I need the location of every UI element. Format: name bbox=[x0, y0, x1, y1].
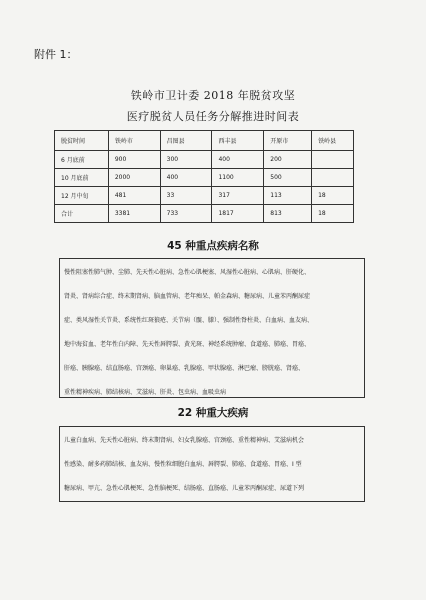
table-row bbox=[55, 169, 354, 187]
table-header-row bbox=[55, 131, 354, 151]
table-cell: 400 bbox=[212, 151, 264, 169]
table-cell: 300 bbox=[160, 151, 212, 169]
section2-title: 22 种重大疾病 bbox=[177, 407, 249, 419]
header-cell: 铁岭县 bbox=[312, 131, 354, 151]
table-cell: 500 bbox=[264, 169, 312, 187]
disease-list-line: 糖尿病、甲亢、急性心肌梗死、急性脑梗死、结肠癌、直肠癌、儿童苯丙酮尿症、尿道下列 bbox=[64, 485, 305, 492]
table-cell: 481 bbox=[108, 187, 160, 205]
table-row bbox=[55, 151, 354, 169]
table-cell: 33 bbox=[160, 187, 212, 205]
disease-list-line: 肾炎、肾病综合症、终末期肾病、脑血管病、老年痴呆、帕金森病、糖尿病、儿童苯丙酮尿症 bbox=[64, 293, 311, 300]
disease-list-line: 地中海贫血、老年性白内障、先天性唇腭裂、黄光斑、神经系统肿瘤、食道癌、肺癌、胃癌、 bbox=[64, 341, 311, 348]
header-cell: 铁岭市 bbox=[108, 131, 160, 151]
disease-list-line: 慢性阻塞性肺气肿、尘肺、先天性心脏病、急性心肌梗塞、风湿性心脏病、心肌病、肝硬化、 bbox=[64, 269, 311, 276]
schedule-table bbox=[54, 130, 354, 223]
table-cell: 317 bbox=[212, 187, 264, 205]
table-cell: 733 bbox=[160, 205, 212, 223]
header-cell: 昌图县 bbox=[160, 131, 212, 151]
table-cell: 1817 bbox=[212, 205, 264, 223]
table-cell: 2000 bbox=[108, 169, 160, 187]
table-cell: 200 bbox=[264, 151, 312, 169]
table-cell: 合计 bbox=[55, 205, 109, 223]
table-cell: 12 月中旬 bbox=[55, 187, 109, 205]
section1-title: 45 种重点疾病名称 bbox=[167, 240, 259, 252]
table-cell: 900 bbox=[108, 151, 160, 169]
header-cell: 脱贫时间 bbox=[55, 131, 109, 151]
table-cell: 18 bbox=[312, 187, 354, 205]
table-cell bbox=[312, 151, 354, 169]
disease-list-22-box bbox=[59, 426, 365, 502]
document-title-line1: 铁岭市卫计委 2018 年脱贫攻坚 bbox=[130, 89, 296, 102]
disease-list-line: 儿童白血病、先天性心脏病、终末期肾病、妇女乳腺癌、宫颈癌、重性精神病、艾滋病机会 bbox=[64, 437, 305, 444]
attachment-label: 附件 1： bbox=[34, 48, 78, 61]
table-cell: 3381 bbox=[108, 205, 160, 223]
table-cell: 813 bbox=[264, 205, 312, 223]
table-row bbox=[55, 205, 354, 223]
document-title-line2: 医疗脱贫人员任务分解推进时间表 bbox=[126, 110, 300, 123]
disease-list-line: 症、类风湿性关节炎、系统性红斑狼疮、关节病（髋、膝）、强制性脊柱炎、白血病、血友病、 bbox=[64, 317, 314, 324]
disease-list-line: 重性精神疾病、肺结核病、艾滋病、肝炎、包虫病、血吸虫病 bbox=[64, 389, 227, 396]
header-cell: 西丰县 bbox=[212, 131, 264, 151]
table-cell: 10 月底前 bbox=[55, 169, 109, 187]
disease-list-line: 性感染、耐多药肺结核、血友病、慢性粒细胞白血病、唇腭裂、肺癌、食道癌、胃癌、I 型 bbox=[64, 461, 302, 468]
header-cell: 开原市 bbox=[264, 131, 312, 151]
table-cell: 113 bbox=[264, 187, 312, 205]
table-row bbox=[55, 187, 354, 205]
disease-list-45-box bbox=[59, 258, 365, 398]
disease-list-line: 肝癌、胰腺癌、结直肠癌、宫颈癌、卵巢癌、乳腺癌、甲状腺癌、淋巴瘤、膀胱癌、肾癌、 bbox=[64, 365, 305, 372]
table-cell: 400 bbox=[160, 169, 212, 187]
table-cell bbox=[312, 169, 354, 187]
table-cell: 6 月底前 bbox=[55, 151, 109, 169]
table-cell: 18 bbox=[312, 205, 354, 223]
table-cell: 1100 bbox=[212, 169, 264, 187]
